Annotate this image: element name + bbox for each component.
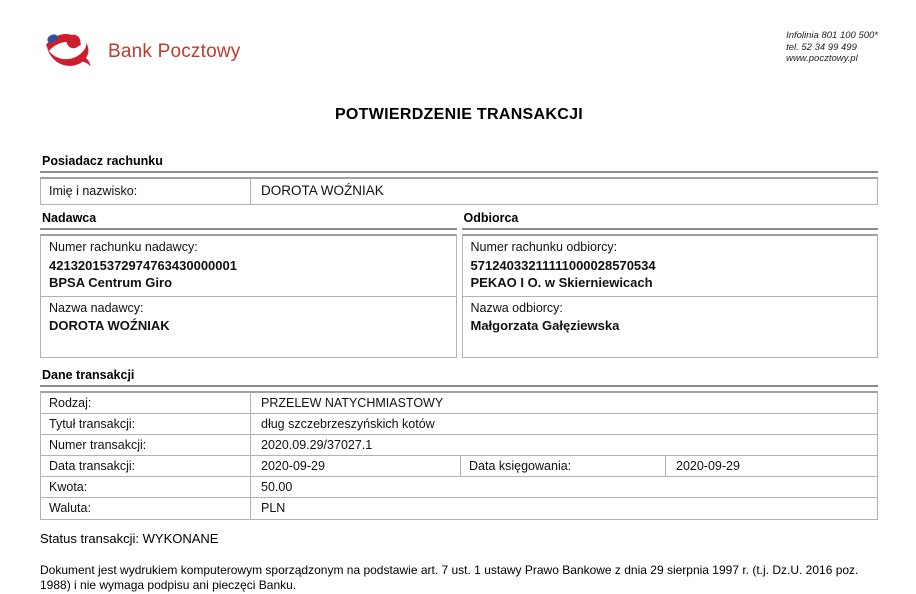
booking-date-label: Data księgowania:: [461, 456, 666, 476]
sender-name-cell: [41, 297, 456, 357]
bank-logo: [43, 28, 241, 75]
recipient-name-cell: [463, 297, 878, 357]
transaction-date-label: Data transakcji:: [41, 456, 251, 476]
bank-logo-text: Bank Pocztowy: [108, 40, 241, 62]
transaction-table: [40, 391, 878, 520]
table-row: [41, 477, 877, 498]
legal-footer-text: Dokument jest wydrukiem komputerowym sporządzonym na podstawie art. 7 ust. 1 ustawy Prawo Bankowe z dnia 29 sierpnia 1997 r. (t.j. Dz.U. 2016 poz. 1988) i nie wymaga podpisu ani pieczęci Banku.: [40, 562, 859, 592]
holder-name-value: DOROTA WOŹNIAK: [261, 183, 384, 198]
row-value: PLN: [261, 500, 286, 515]
account-holder-section: [40, 154, 878, 205]
row-value: PRZELEW NATYCHMIASTOWY: [261, 395, 444, 410]
account-holder-heading: Posiadacz rachunku: [40, 154, 878, 173]
sender-table: [40, 234, 457, 358]
sender-account-number: 42132015372974763430000001: [49, 257, 237, 273]
parties-section: [40, 211, 878, 358]
recipient-section: [462, 211, 879, 358]
contact-infoline: Infolinia 801 100 500*: [786, 30, 878, 41]
row-label: Tytuł transakcji:: [41, 414, 251, 434]
transaction-status: [40, 531, 878, 546]
sender-name-value: DOROTA WOŹNIAK: [49, 318, 170, 333]
contact-phone: tel. 52 34 99 499: [786, 41, 857, 53]
table-row: [41, 179, 877, 204]
bank-logo-icon: [43, 28, 99, 75]
row-value: 50.00: [261, 479, 293, 494]
booking-date-value: 2020-09-29: [676, 458, 740, 473]
recipient-heading: Odbiorca: [462, 211, 879, 230]
row-label: Numer transakcji:: [41, 435, 251, 455]
recipient-bank-name: PEKAO I O. w Skierniewicach: [470, 275, 653, 290]
page-title: POTWIERDZENIE TRANSAKCJI: [334, 106, 584, 123]
row-label: Waluta:: [41, 498, 251, 519]
recipient-table: [462, 234, 879, 358]
status-value: WYKONANE: [142, 530, 219, 546]
sender-heading: Nadawca: [40, 211, 457, 230]
status-label: Status transakcji:: [40, 530, 139, 546]
sender-section: [40, 211, 457, 358]
sender-account-cell: [41, 236, 456, 297]
holder-name-label: Imię i nazwisko:: [41, 179, 251, 204]
sender-name-label: Nazwa nadawcy:: [49, 300, 144, 315]
table-row: [41, 414, 877, 435]
contact-info: [786, 30, 878, 65]
recipient-account-label: Numer rachunku odbiorcy:: [470, 240, 618, 254]
table-row: [41, 393, 877, 414]
recipient-name-value: Małgorzata Gałęziewska: [470, 318, 620, 333]
transaction-section: [40, 368, 878, 520]
transaction-heading: Dane transakcji: [40, 368, 878, 387]
account-holder-table: [40, 177, 878, 205]
document-header: [40, 26, 878, 75]
table-row: [41, 435, 877, 456]
recipient-account-cell: [463, 236, 878, 297]
transaction-date-value: 2020-09-29: [251, 456, 461, 476]
sender-account-label: Numer rachunku nadawcy:: [49, 240, 198, 254]
recipient-name-label: Nazwa odbiorcy:: [470, 300, 563, 315]
recipient-account-number: 57124033211111000028570534: [470, 257, 656, 273]
row-label: Rodzaj:: [41, 393, 251, 413]
row-label: Kwota:: [41, 477, 251, 497]
row-value: 2020.09.29/37027.1: [261, 437, 373, 452]
row-value: dług szczebrzeszyńskich kotów: [261, 416, 435, 431]
table-row: [41, 456, 877, 477]
sender-bank-name: BPSA Centrum Giro: [49, 275, 173, 290]
contact-website: www.pocztowy.pl: [786, 53, 858, 64]
table-row: [41, 498, 877, 519]
